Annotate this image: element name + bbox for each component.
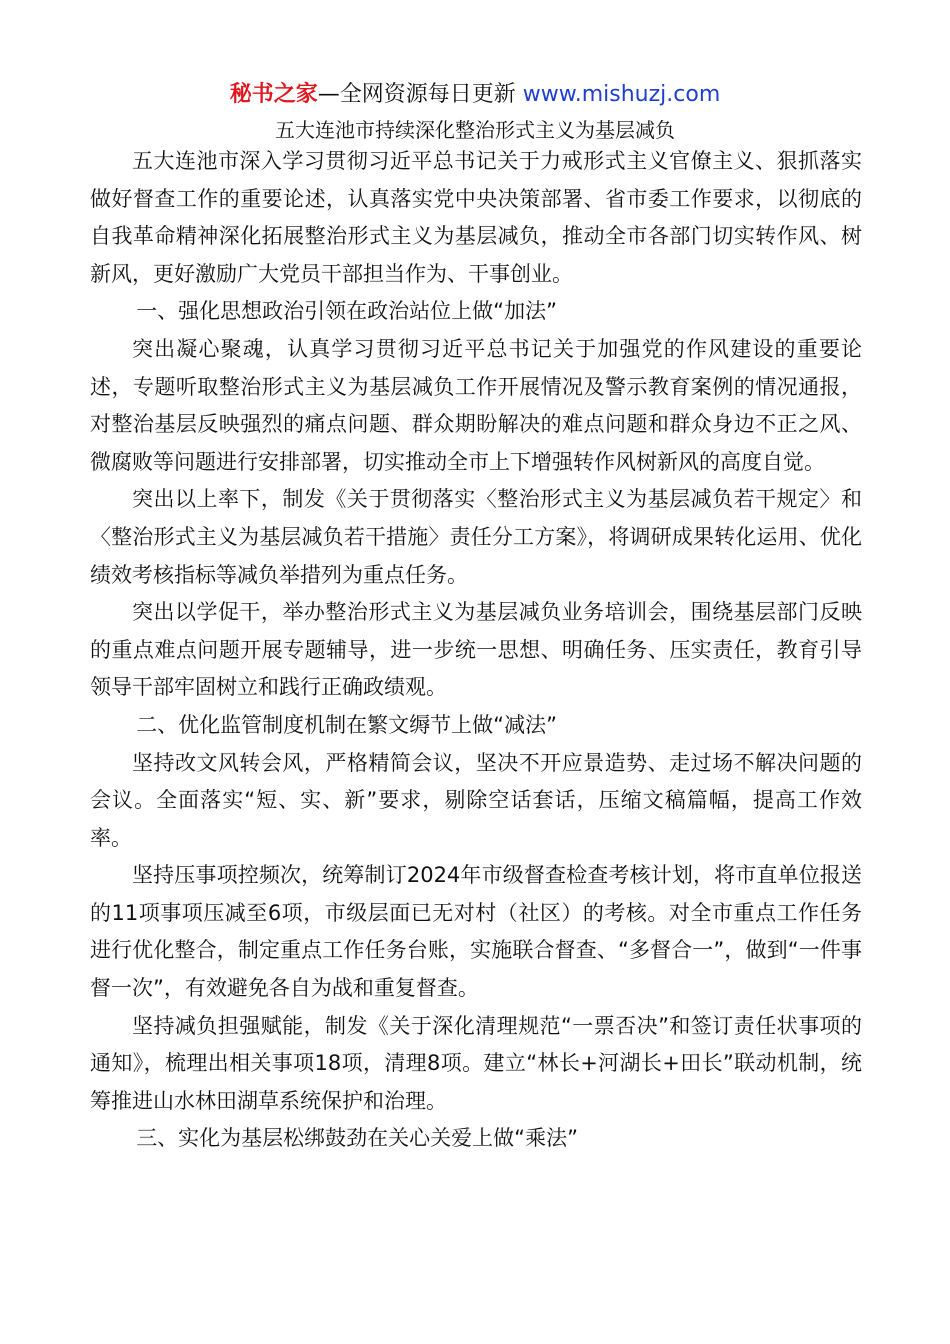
intro-paragraph: 五大连池市深入学习贯彻习近平总书记关于力戒形式主义官僚主义、狠抓落实做好督查工作的重要论述，认真落实党中央决策部署、省市委工作要求，以彻底的自我革命精神深化拓展整治形式主义为基层减负，推动全市各部门切实转作风、树新风，更好激励广大党员干部担当作为、干事创业。 bbox=[90, 149, 862, 286]
body-paragraph: 突出凝心聚魂，认真学习贯彻习近平总书记关于加强党的作风建设的重要论述，专题听取整治形式主义为基层减负工作开展情况及警示教育案例的情况通报，对整治基层反映强烈的痛点问题、群众期盼解决的难点问题和群众身边不正之风、微腐败等问题进行安排部署，切实推动全市上下增强转作风树新风的高度自觉。 bbox=[90, 336, 862, 474]
section-heading-3: 三、实化为基层松绑鼓劲在关心关爱上做“乘法” bbox=[136, 1126, 578, 1151]
body-paragraph: 坚持压事项控频次，统筹制订2024年市级督查检查考核计划，将市直单位报送的11项事项压减至6项，市级层面已无对村（社区）的考核。对全市重点工作任务进行优化整合，制定重点工作任务台账，实施联合督查、“多督合一”，做到“一件事督一次”，有效避免各自为战和重复督查。 bbox=[90, 863, 862, 1001]
document-body bbox=[90, 143, 862, 1158]
site-banner bbox=[0, 80, 950, 110]
body-paragraph: 坚持减负担强赋能，制发《关于深化清理规范“一票否决”和签订责任状事项的通知》，梳理出相关事项18项，清理8项。建立“林长+河湖长+田长”联动机制，统筹推进山水林田湖草系统保护和治理。 bbox=[90, 1013, 862, 1113]
body-paragraph: 坚持改文风转会风，严格精简会议，坚决不开应景造势、走过场不解决问题的会议。全面落实“短、实、新”要求，剔除空话套话，压缩文稿篇幅，提高工作效率。 bbox=[90, 750, 862, 850]
site-url-link[interactable]: www.mishuzj.com bbox=[522, 82, 721, 107]
document-title: 五大连池市持续深化整治形式主义为基层减负 bbox=[275, 118, 675, 142]
site-brand: 秘书之家 bbox=[229, 82, 318, 107]
section-heading-2: 二、优化监管制度机制在繁文缛节上做“减法” bbox=[136, 712, 557, 737]
section-heading-1: 一、强化思想政治引领在政治站位上做“加法” bbox=[136, 299, 557, 324]
body-paragraph: 突出以上率下，制发《关于贯彻落实〈整治形式主义为基层减负若干规定〉和〈整治形式主义为基层减负若干措施〉责任分工方案》，将调研成果转化运用、优化绩效考核指标等减负举措列为重点任务。 bbox=[90, 487, 862, 587]
body-paragraph: 突出以学促干，举办整治形式主义为基层减负业务培训会，围绕基层部门反映的重点难点问题开展专题辅导，进一步统一思想、明确任务、压实责任，教育引导领导干部牢固树立和践行正确政绩观。 bbox=[90, 600, 862, 700]
site-tagline: —全网资源每日更新 bbox=[317, 82, 523, 107]
